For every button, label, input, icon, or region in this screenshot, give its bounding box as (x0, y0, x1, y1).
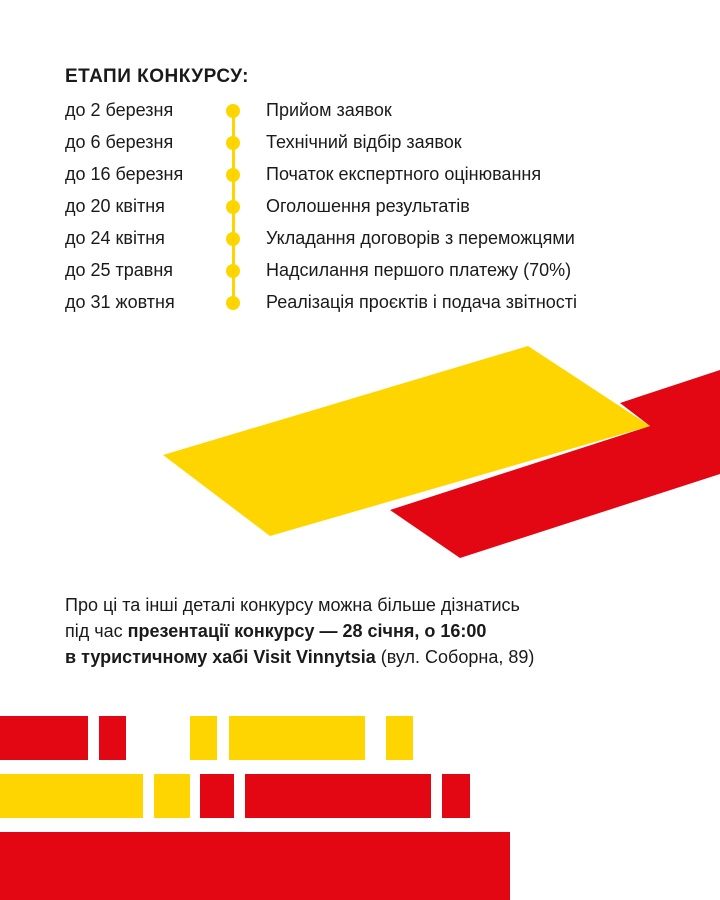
bar-yellow (386, 716, 413, 760)
presentation-date: презентації конкурсу — 28 січня, о 16:00 (127, 621, 487, 641)
timeline-dot (226, 200, 240, 214)
stage-event: Надсилання першого платежу (70%) (266, 260, 572, 280)
stages-timeline (0, 0, 720, 330)
bar-red (0, 716, 88, 760)
bar-red (200, 774, 234, 818)
timeline-dot (226, 296, 240, 310)
bar-yellow (154, 774, 190, 818)
stage-date: до 16 березня (65, 164, 184, 184)
stage-item (0, 259, 720, 291)
stages-title: ЕТАПИ КОНКУРСУ: (65, 66, 249, 87)
timeline-dot (226, 136, 240, 150)
presentation-info (65, 592, 705, 670)
timeline-dot (226, 264, 240, 278)
bar-red (245, 774, 431, 818)
stage-date: до 6 березня (65, 132, 174, 152)
stage-event: Початок експертного оцінювання (266, 164, 542, 184)
timeline-dot (226, 232, 240, 246)
info-line-1: Про ці та інші деталі конкурсу можна більше дізнатись (65, 595, 520, 615)
bar-yellow (229, 716, 365, 760)
presentation-venue: в туристичному хабі Visit Vinnytsia (65, 647, 376, 667)
stage-date: до 31 жовтня (65, 292, 175, 312)
bar-red (99, 716, 126, 760)
stage-date: до 20 квітня (65, 196, 165, 216)
stage-item (0, 131, 720, 163)
timeline-dot (226, 168, 240, 182)
stage-item (0, 99, 720, 131)
bar-red (442, 774, 470, 818)
decorative-parallelograms (0, 330, 720, 570)
stage-event: Технічний відбір заявок (266, 132, 462, 152)
stage-event: Прийом заявок (266, 100, 392, 120)
bar-yellow (0, 774, 143, 818)
stage-event: Реалізація проєктів і подача звітності (266, 292, 578, 312)
stage-item (0, 227, 720, 259)
info-line-2-prefix: під час (65, 621, 128, 641)
venue-address: (вул. Соборна, 89) (375, 647, 535, 667)
timeline-dot (226, 104, 240, 118)
stage-event: Оголошення результатів (266, 196, 470, 216)
stage-item (0, 195, 720, 227)
stage-item (0, 291, 720, 323)
bar-red (0, 832, 510, 900)
stage-date: до 25 травня (65, 260, 174, 280)
stage-event: Укладання договорів з переможцями (266, 228, 575, 248)
stage-date: до 24 квітня (65, 228, 165, 248)
stage-item (0, 163, 720, 195)
stage-date: до 2 березня (65, 100, 174, 120)
bar-yellow (190, 716, 217, 760)
